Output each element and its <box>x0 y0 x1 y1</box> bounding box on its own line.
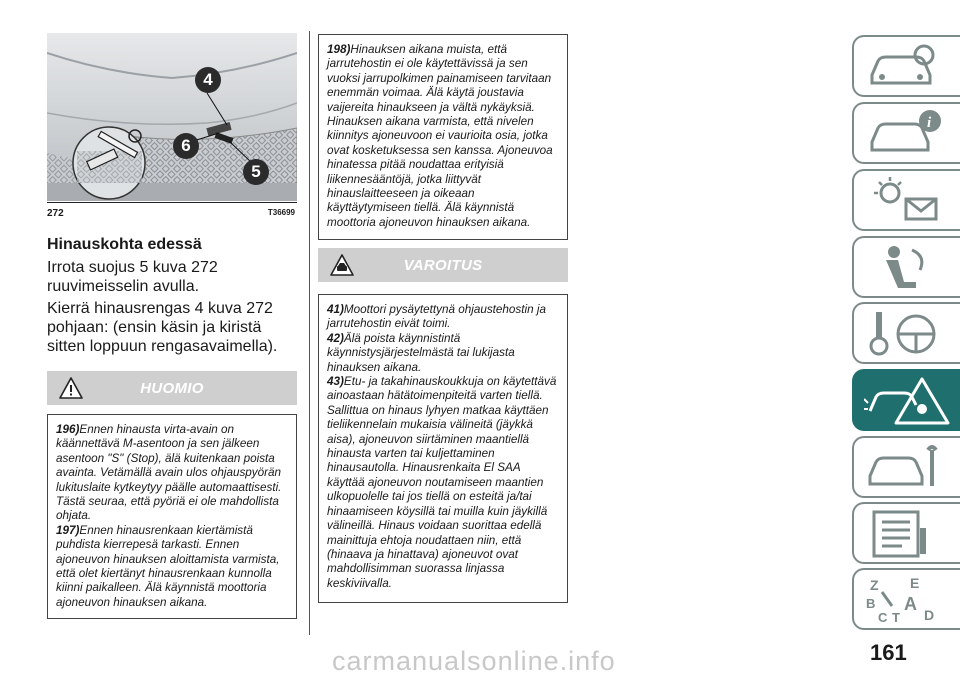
callout-6: 6 <box>173 133 199 159</box>
tab-lights-messages[interactable] <box>852 169 960 231</box>
technical-data-icon <box>864 508 950 560</box>
tow-eye-figure <box>47 33 297 201</box>
note-text: Älä poista käynnistintä käynnistysjärjestelmästä tai lukijasta hinauksen aikana. <box>327 331 515 374</box>
note-number: 43) <box>327 375 344 389</box>
varoitus-header <box>318 248 568 282</box>
note-text: Moottori pysäytettynä ohjaustehostin ja jarrutehostin eivät toimi. <box>327 303 546 331</box>
varoitus-notes <box>318 294 568 603</box>
huomio-notes <box>47 414 297 619</box>
section-heading: Hinauskohta edessä <box>47 236 202 253</box>
svg-text:i: i <box>927 115 932 131</box>
note-number: 42) <box>327 331 344 345</box>
tab-technical-data[interactable] <box>852 502 960 564</box>
lights-message-icon <box>864 175 950 227</box>
paragraph-remove-cover: Irrota suojus 5 kuva 272 ruuvimeisselin avulla. <box>47 259 218 295</box>
index-letter-z: Z <box>870 577 879 593</box>
note-number: 197) <box>56 523 80 537</box>
note-41 <box>327 303 559 332</box>
car-info-icon <box>864 108 950 160</box>
watermark: carmanualsonline.info <box>332 646 616 676</box>
note-198-box <box>318 34 568 240</box>
index-letter-a: A <box>904 594 917 614</box>
note-42 <box>327 332 559 375</box>
index-letter-t: T <box>892 610 900 625</box>
paragraph-screw-tow-eye: Kierrä hinausrengas 4 kuva 272 pohjaan: (ensin käsin ja kiristä sitten loppuun rengasavaimella). <box>47 300 278 355</box>
huomio-title: HUOMIO <box>140 380 204 397</box>
tab-starting-driving[interactable] <box>852 302 960 364</box>
airbag-seat-icon <box>864 242 950 294</box>
tab-dashboard[interactable] <box>852 35 960 97</box>
key-steering-icon <box>864 308 950 360</box>
note-text: Ennen hinausrenkaan kiertämistä puhdista kierrepesä tarkasti. Ennen ajoneuvon hinauksen aloittamista varmista, että olet kiertänyt hinausrenkaan kunnolla kiinni paikalleen. Älä käynnistä moottoria ajoneuvon hinauksen aikana. <box>56 523 280 609</box>
huomio-header <box>47 371 297 405</box>
car-maintenance-icon <box>864 442 950 494</box>
index-alphabet-icon <box>864 574 950 626</box>
note-198 <box>327 43 559 230</box>
note-text: Hinauksen aikana muista, että jarrutehostin ei ole käytettävissä ja sen vuoksi jarrupolkimen painamiseen tarvitaan enemmän voimaa. Älä käytä joustavia vaijereita hinaukseen ja vältä nykäyksiä. Hinauksen aikana varmista, että nivelen kiinnitys ajoneuvoon ei vaurioita osia, jotka ovat kosketuksessa sen kanssa. Ajoneuvoa hinatessa pitää noudattaa erityisiä liikennesääntöjä, jotka liittyvät hinauslaitteeseen ja oikeaan käyttäytymiseen tiellä. Älä käynnistä moottoria ajoneuvon hinauksen aikana. <box>327 43 553 229</box>
note-text: Etu- ja takahinauskoukkuja on käytettävä ainoastaan hätätoimenpiteitä varten tiellä. Sallittua on hinaus lyhyen matkaa käyttäen tieliikennelain mukaisia välineitä (jäykkä aisa), ajoneuvon siirtäminen maantiellä hinausta varten tai kuljettaminen hinausautolla. Hinausrenkaita El SAA käyttää ajoneuvon noutamiseen maantien ulkopuolelle tai jos tiellä on esteitä ja/tai hinaamiseen köysillä tai muilla kuin jäykillä välineillä. Hinaus voidaan suorittaa edellä mainittuja ehtoja noudattaen niin, että (hinaava ja hinattava) ajoneuvot ovat mahdollisimman suorassa linjassa keskiviivalla. <box>327 375 557 590</box>
varoitus-title: VAROITUS <box>403 257 483 274</box>
car-emergency-warning-icon <box>864 375 950 427</box>
note-197 <box>56 524 288 610</box>
column-divider <box>309 31 310 635</box>
tab-car-info[interactable] <box>852 102 960 164</box>
tab-maintenance[interactable] <box>852 436 960 498</box>
car-dashboard-icon <box>864 41 950 93</box>
figure-number: 272 <box>47 208 64 219</box>
figure-caption <box>47 202 297 225</box>
callout-5: 5 <box>243 159 269 185</box>
tab-emergency[interactable] <box>852 369 960 431</box>
page-number: 161 <box>870 640 907 665</box>
tab-index[interactable] <box>852 568 960 630</box>
index-letter-b: B <box>866 596 876 611</box>
tab-safety[interactable] <box>852 236 960 298</box>
index-letter-e: E <box>910 575 920 591</box>
callout-4: 4 <box>195 67 221 93</box>
note-number: 198) <box>327 43 351 56</box>
note-number: 41) <box>327 303 344 316</box>
note-43 <box>327 375 559 591</box>
index-letter-d: D <box>924 607 935 623</box>
index-letter-c: C <box>878 610 888 625</box>
note-text: Ennen hinausta virta-avain on käännettävä M-asentoon ja sen jälkeen asentoon "S" (Stop), älä kuitenkaan poista avainta. Vetämällä avain ulos ohjauspyörän lukituslaite kytkeytyy päälle automaattisesti. Tästä seuraa, että pyöriä ei ole mahdollista ohjata. <box>56 423 282 523</box>
note-196 <box>56 423 288 524</box>
note-number: 196) <box>56 423 80 436</box>
figure-code: T36699 <box>267 208 295 217</box>
